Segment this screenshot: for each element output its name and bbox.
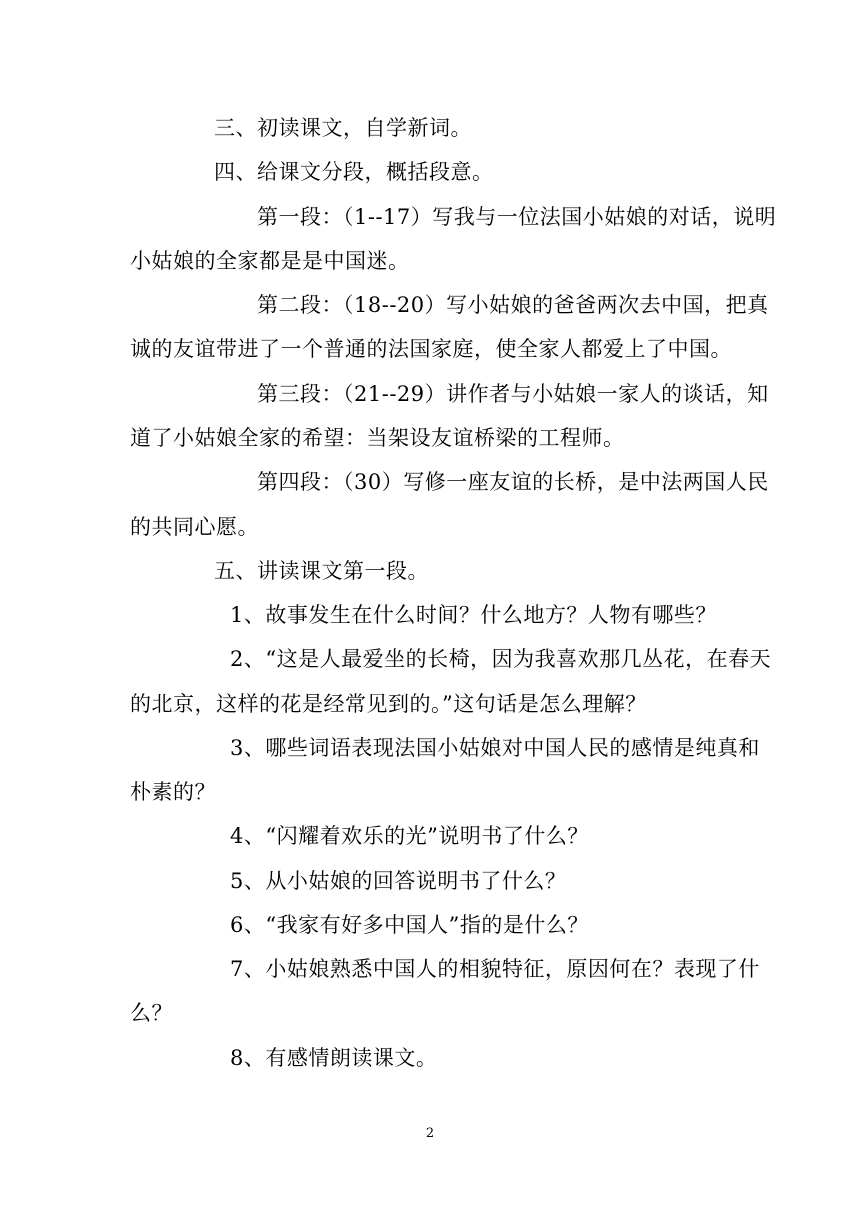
page-number: 2: [425, 1126, 435, 1141]
question-3-line-2: 朴素的？: [130, 780, 216, 804]
question-8-line-1: 8、有感情朗读课文。: [230, 1046, 438, 1070]
question-7-line-1: 7、小姑娘熟悉中国人的相貌特征，原因何在？表现了什: [230, 957, 760, 981]
paragraph-4-line-1: 第四段：（30）写修一座友谊的长桥，是中法两国人民: [257, 470, 769, 494]
section-heading-4: 四、给课文分段，概括段意。: [214, 160, 494, 184]
paragraph-1-line-2: 小姑娘的全家都是是中国迷。: [130, 249, 410, 273]
question-2-line-1: 2、“这是人最爱坐的长椅，因为我喜欢那几丛花，在春天: [230, 647, 772, 671]
section-heading-5: 五、讲读课文第一段。: [214, 559, 429, 583]
paragraph-4-line-2: 的共同心愿。: [130, 515, 259, 539]
paragraph-2-line-1: 第二段：（18--20）写小姑娘的爸爸两次去中国，把真: [257, 293, 769, 317]
paragraph-2-line-2: 诚的友谊带进了一个普通的法国家庭，使全家人都爱上了中国。: [130, 337, 732, 361]
question-4-line-1: 4、“闪耀着欢乐的光”说明书了什么？: [230, 824, 589, 848]
section-heading-3: 三、初读课文，自学新词。: [214, 116, 472, 140]
question-6-line-1: 6、“我家有好多中国人”指的是什么？: [230, 913, 589, 937]
question-5-line-1: 5、从小姑娘的回答说明书了什么？: [230, 869, 567, 893]
paragraph-1-line-1: 第一段：（1--17）写我与一位法国小姑娘的对话，说明: [257, 205, 777, 229]
paragraph-3-line-2: 道了小姑娘全家的希望：当架设友谊桥梁的工程师。: [130, 426, 625, 450]
question-2-line-2: 的北京，这样的花是经常见到的。”这句话是怎么理解？: [130, 692, 647, 716]
question-7-line-2: 么？: [130, 1001, 173, 1025]
paragraph-3-line-1: 第三段：（21--29）讲作者与小姑娘一家人的谈话，知: [257, 382, 769, 406]
question-3-line-1: 3、哪些词语表现法国小姑娘对中国人民的感情是纯真和: [230, 736, 760, 760]
question-1-line-1: 1、故事发生在什么时间？什么地方？人物有哪些？: [230, 603, 717, 627]
